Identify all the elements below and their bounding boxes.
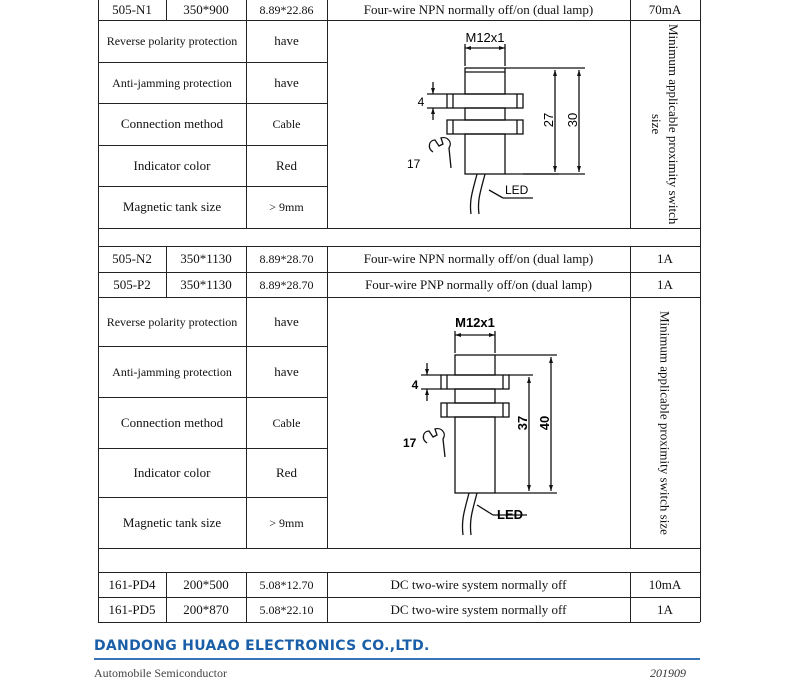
spec-value: Cable	[272, 415, 301, 430]
body-length-label: 37	[515, 415, 530, 431]
dims-cell: 8.89*28.70	[259, 277, 314, 292]
size-cell: 200*870	[183, 601, 229, 617]
spec-label: Indicator color	[133, 464, 211, 480]
spec-label: Connection method	[120, 414, 224, 430]
footer-rule	[94, 658, 700, 660]
spec-value: have	[274, 313, 299, 329]
model-cell: 505-P2	[113, 276, 151, 292]
spec-value: Red	[276, 464, 297, 480]
body-length-label: 27	[541, 112, 556, 128]
spec-value: > 9mm	[269, 515, 304, 530]
spec-label: Reverse polarity protection	[106, 34, 238, 48]
size-cell: 200*500	[183, 576, 229, 592]
nut-dim-label: 4	[411, 378, 419, 392]
spec-value: have	[274, 74, 299, 90]
spec-value: have	[274, 33, 299, 48]
spec-label: Reverse polarity protection	[106, 314, 238, 329]
current-cell: 10mA	[648, 576, 682, 592]
spec-label: Connection method	[120, 116, 224, 131]
company-subtitle: Automobile Semiconductor	[94, 666, 227, 680]
spec-value: Red	[276, 157, 297, 173]
spec-value: > 9mm	[269, 200, 304, 214]
type-cell: Four-wire NPN normally off/on (dual lamp)	[363, 2, 594, 17]
type-cell: Four-wire PNP normally off/on (dual lamp)	[365, 276, 592, 292]
spec-label: Indicator color	[133, 157, 211, 173]
dims-cell: 5.08*22.10	[259, 602, 314, 617]
spec-label: Magnetic tank size	[122, 514, 222, 530]
sensor-diagram-1	[327, 20, 630, 228]
model-cell: 161-PD4	[108, 576, 156, 592]
company-name: DANDONG HUAAO ELECTRONICS CO.,LTD.	[94, 638, 430, 654]
sensor-diagram-2	[327, 297, 630, 548]
thread-label: M12x1	[465, 30, 505, 45]
led-label: LED	[505, 183, 529, 197]
total-length-label: 40	[537, 415, 552, 431]
led-label: LED	[497, 507, 523, 522]
spec-value: Cable	[272, 117, 301, 131]
current-cell: 1A	[657, 276, 673, 292]
dims-cell: 8.89*28.70	[259, 252, 314, 266]
current-cell: 70mA	[648, 2, 682, 17]
side-note: Minimum applicable proximity switch size	[649, 23, 681, 225]
spec-value: have	[274, 363, 299, 379]
spec-label: Anti-jamming protection	[112, 364, 232, 379]
side-note: Minimum applicable proximity switch size	[657, 310, 673, 535]
wrench-size-label: 17	[403, 436, 417, 450]
document-date: 201909	[650, 666, 686, 680]
type-cell: Four-wire NPN normally off/on (dual lamp)	[363, 251, 594, 266]
thread-label: M12x1	[455, 315, 495, 330]
wrench-size-label: 17	[407, 157, 421, 171]
spec-label: Magnetic tank size	[122, 199, 222, 214]
size-cell: 350*1130	[180, 276, 232, 292]
model-cell: 505-N1	[112, 2, 152, 17]
current-cell: 1A	[657, 251, 673, 266]
model-cell: 505-N2	[112, 251, 152, 266]
nut-dim-label: 4	[417, 95, 425, 109]
total-length-label: 30	[565, 112, 580, 128]
model-cell: 161-PD5	[108, 601, 156, 617]
dims-cell: 5.08*12.70	[259, 577, 314, 592]
spec-label: Anti-jamming protection	[112, 75, 232, 90]
type-cell: DC two-wire system normally off	[390, 576, 567, 592]
size-cell: 350*900	[183, 2, 229, 17]
size-cell: 350*1130	[180, 251, 232, 266]
dims-cell: 8.89*22.86	[259, 3, 314, 17]
type-cell: DC two-wire system normally off	[390, 601, 567, 617]
current-cell: 1A	[657, 601, 673, 617]
